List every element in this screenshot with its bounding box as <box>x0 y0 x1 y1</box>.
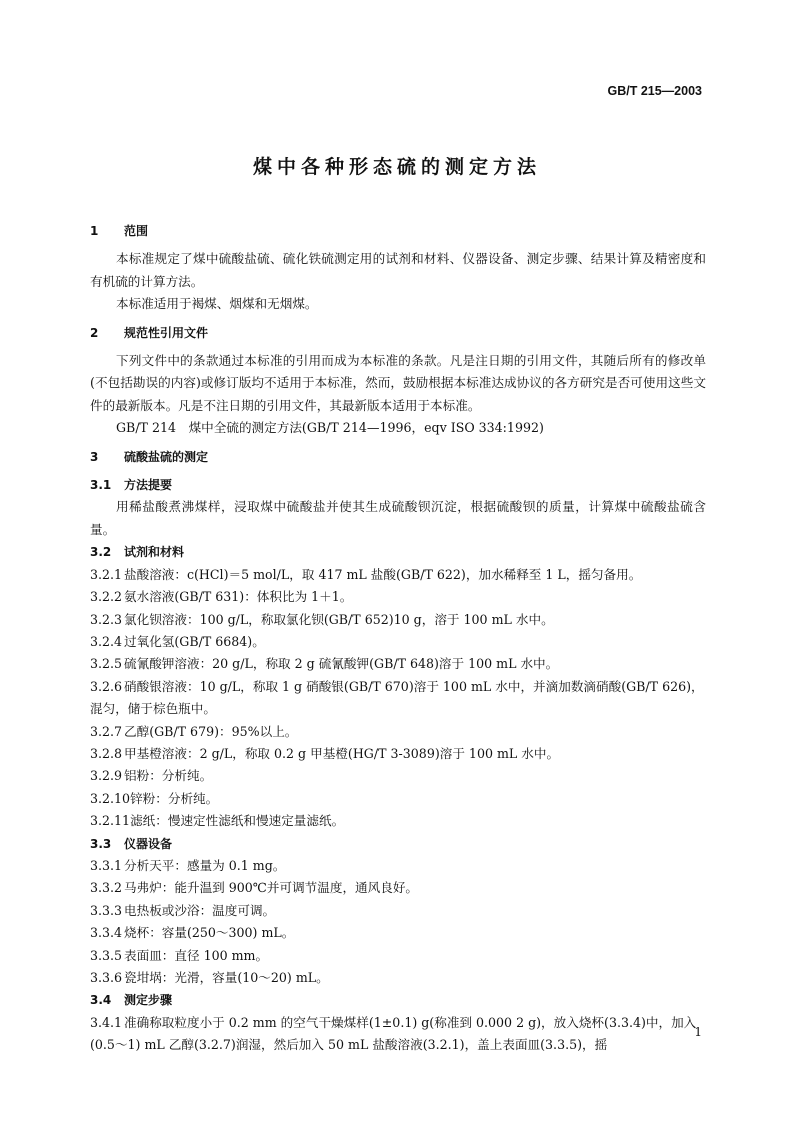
item-number: 3.2.8 <box>90 745 123 761</box>
item-number: 3.2.2 <box>90 589 123 605</box>
item-text: 甲基橙溶液：2 g/L，称取 0.2 g 甲基橙(HG/T 3-3089)溶于 100 mL 水中。 <box>124 745 560 761</box>
list-item <box>90 743 706 765</box>
section-title: 范围 <box>124 224 149 238</box>
item-number: 3.3.4 <box>90 925 123 941</box>
list-item <box>90 609 706 631</box>
subsection-number: 3.4 <box>90 993 112 1008</box>
list-3-2 <box>90 564 706 833</box>
section-2-heading <box>90 322 706 344</box>
section-title: 硫酸盐硫的测定 <box>124 449 209 464</box>
section-1-heading <box>90 220 706 242</box>
list-item <box>90 676 706 721</box>
item-text: 分析天平：感量为 0.1 mg。 <box>124 857 286 873</box>
item-text: 氨水溶液(GB/T 631)：体积比为 1＋1。 <box>124 589 353 605</box>
subsection-number: 3.3 <box>90 836 112 851</box>
item-number: 3.2.5 <box>90 656 123 672</box>
item-text: 准确称取粒度小于 0.2 mm 的空气干燥煤样(1±0.1) g(称准到 0.000 2 g)，放入烧杯(3.3.4)中，加入(0.5～1) mL 乙醇(3.2.7)润湿，然后加入 50 mL 盐酸溶液(3.2.1)，盖上表面皿(3.3.5)，摇 <box>90 1014 697 1053</box>
item-number: 3.2.4 <box>90 633 123 649</box>
item-number: 3.2.1 <box>90 566 123 582</box>
item-text: 表面皿：直径 100 mm。 <box>124 947 269 963</box>
section-number: 2 <box>90 325 99 340</box>
subsection-3-1-heading <box>90 474 706 496</box>
item-text: 盐酸溶液：c(HCl)＝5 mol/L，取 417 mL 盐酸(GB/T 622)，加水稀释至 1 L，摇匀备用。 <box>124 566 642 582</box>
section-number: 1 <box>90 224 99 238</box>
item-text: 氯化钡溶液：100 g/L，称取氯化钡(GB/T 652)10 g，溶于 100 mL 水中。 <box>124 611 554 627</box>
page-number: 1 <box>694 1025 702 1039</box>
paragraph: 用稀盐酸煮沸煤样，浸取煤中硫酸盐并使其生成硫酸钡沉淀，根据硫酸钡的质量，计算煤中硫酸盐硫含量。 <box>90 499 706 537</box>
item-number: 3.2.7 <box>90 723 123 739</box>
item-number: 3.2.3 <box>90 611 123 627</box>
item-number: 3.2.11 <box>90 813 131 829</box>
item-text: 铝粉：分析纯。 <box>124 768 213 784</box>
list-item <box>90 877 706 899</box>
section-number: 3 <box>90 449 99 464</box>
item-text: 过氧化氢(GB/T 6684)。 <box>124 633 265 649</box>
subsection-3-2-heading <box>90 541 706 563</box>
item-number: 3.2.6 <box>90 678 123 694</box>
list-item <box>90 653 706 675</box>
item-text: 滤纸：慢速定性滤纸和慢速定量滤纸。 <box>130 813 345 829</box>
list-item <box>90 765 706 787</box>
subsection-title: 测定步骤 <box>124 993 173 1008</box>
paragraph: 本标准规定了煤中硫酸盐硫、硫化铁硫测定用的试剂和材料、仪器设备、测定步骤、结果计算及精密度和有机硫的计算方法。 <box>90 251 706 289</box>
subsection-title: 方法提要 <box>124 478 173 493</box>
reference-entry: GB/T 214 煤中全硫的测定方法(GB/T 214—1996，eqv ISO 334:1992) <box>116 420 544 436</box>
subsection-number: 3.2 <box>90 545 112 560</box>
subsection-title: 试剂和材料 <box>124 545 185 560</box>
section-3-heading <box>90 446 706 468</box>
subsection-3-3-heading <box>90 833 706 855</box>
section-title: 规范性引用文件 <box>124 325 209 340</box>
list-item <box>90 564 706 586</box>
list-item <box>90 945 706 967</box>
list-3-4 <box>90 1012 706 1057</box>
list-item <box>90 631 706 653</box>
list-item <box>90 922 706 944</box>
list-item <box>90 967 706 989</box>
list-item <box>90 586 706 608</box>
list-item <box>90 1012 706 1057</box>
item-text: 乙醇(GB/T 679)：95%以上。 <box>124 723 298 739</box>
item-text: 电热板或沙浴：温度可调。 <box>124 902 276 918</box>
paragraph: 本标准适用于褐煤、烟煤和无烟煤。 <box>116 296 318 312</box>
item-text: 硫氰酸钾溶液：20 g/L，称取 2 g 硫氰酸钾(GB/T 648)溶于 100 mL 水中。 <box>124 656 559 672</box>
document-body <box>90 214 706 1057</box>
list-3-3 <box>90 855 706 989</box>
document-title: 煤中各种形态硫的测定方法 <box>252 156 541 178</box>
subsection-3-4-heading <box>90 989 706 1011</box>
item-number: 3.3.2 <box>90 880 123 896</box>
subsection-title: 仪器设备 <box>124 836 173 851</box>
paragraph: 下列文件中的条款通过本标准的引用而成为本标准的条款。凡是注日期的引用文件，其随后所有的修改单(不包括勘误的内容)或修订版均不适用于本标准，然而，鼓励根据本标准达成协议的各方研究是否可使用这些文件的最新版本。凡是不注日期的引用文件，其最新版本适用于本标准。 <box>90 353 706 413</box>
item-number: 3.4.1 <box>90 1014 123 1030</box>
item-text: 烧杯：容量(250～300) mL。 <box>124 925 295 941</box>
item-number: 3.3.6 <box>90 970 123 985</box>
list-item <box>90 900 706 922</box>
item-number: 3.2.10 <box>90 790 131 806</box>
standard-number: GB/T 215—2003 <box>607 84 702 98</box>
list-item <box>90 855 706 877</box>
list-item <box>90 810 706 832</box>
subsection-number: 3.1 <box>90 478 112 493</box>
item-text: 硝酸银溶液：10 g/L，称取 1 g 硝酸银(GB/T 670)溶于 100 mL 水中，并滴加数滴硝酸(GB/T 626)，混匀，储于棕色瓶中。 <box>90 678 704 717</box>
list-item <box>90 788 706 810</box>
item-number: 3.3.5 <box>90 947 123 963</box>
item-text: 马弗炉：能升温到 900℃并可调节温度，通风良好。 <box>124 880 419 896</box>
list-item <box>90 721 706 743</box>
item-text: 锌粉：分析纯。 <box>130 790 219 806</box>
item-text: 瓷坩埚：光滑，容量(10～20) mL。 <box>124 970 329 985</box>
item-number: 3.3.1 <box>90 857 123 873</box>
item-number: 3.3.3 <box>90 902 123 918</box>
item-number: 3.2.9 <box>90 768 123 784</box>
